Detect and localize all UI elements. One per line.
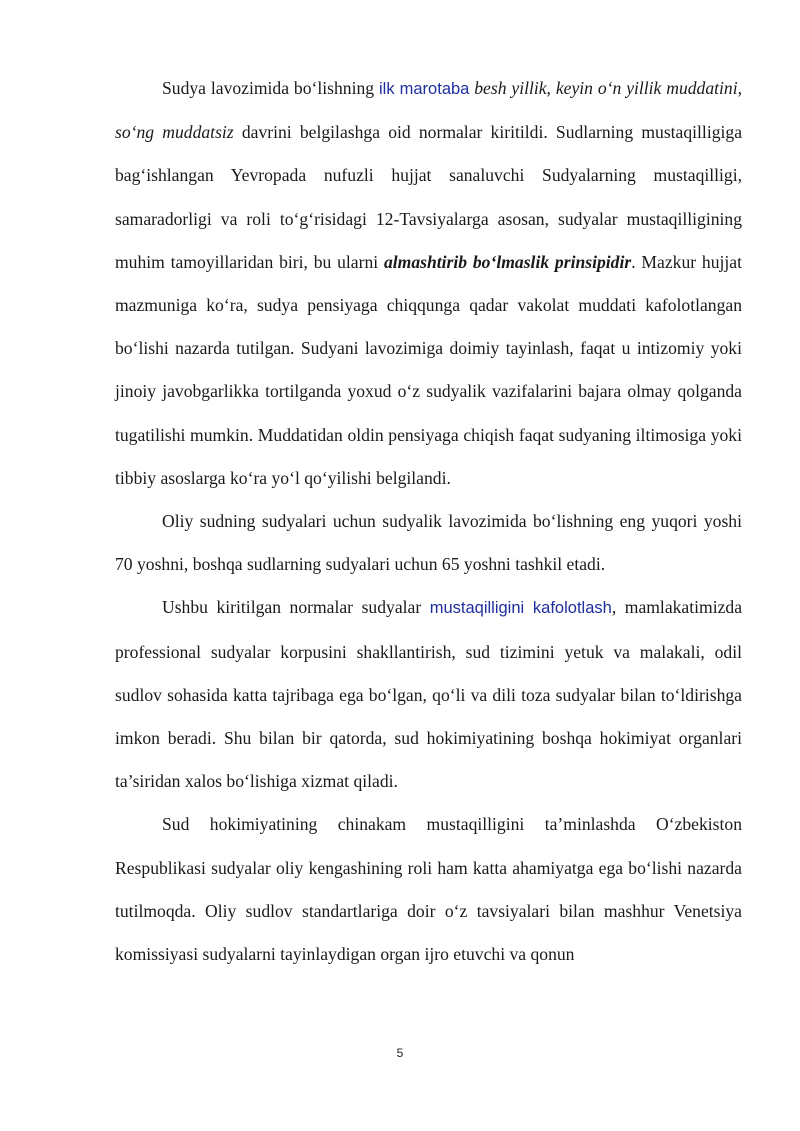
text-run: davrini belgilashga oid normalar kiritildi. Sudlarning mustaqilligiga bag‘ishlangan Yevropada nufuzli hujjat sanaluvchi Sudyalarning mustaqilligi, samaradorligi va roli to‘g‘risidagi 12-Tavsiyalarga asosan, sudyalar mustaqilligining muhim tamoyillaridan biri, bu ularni: [115, 122, 742, 272]
paragraph-4: [115, 803, 742, 976]
text-run: , mamlakatimizda professional sudyalar korpusini shakllantirish, sud tizimini yetuk va malakali, odil sudlov sohasida katta tajribaga ega bo‘lgan, qo‘li va dili toza sudyalar bilan to‘ldirishga imkon beradi. Shu bilan bir qatorda, sud hokimiyatining boshqa hokimiyat organlari ta’siridan xalos bo‘lishiga xizmat qiladi.: [115, 597, 743, 792]
highlighted-term: ilk marotaba: [378, 80, 470, 98]
text-run: Ushbu kiritilgan normalar sudyalar: [162, 597, 430, 618]
document-body: [115, 67, 742, 976]
text-run: Sudya lavozimida bo‘lishning: [162, 78, 379, 98]
text-run: . Mazkur hujjat mazmuniga ko‘ra, sudya pensiyaga chiqqunga qadar vakolat muddati kafolotlangan bo‘lishi nazarda tutilgan. Sudyani lavozimiga doimiy tayinlash, faqat u intizomiy yoki jinoiy javobgarlikka tortilganda yoxud o‘z sudyalik vazifalarini bajara olmay qolganda tugatilishi mumkin. Muddatidan oldin pensiyaga chiqish faqat sudyaning iltimosiga yoki tibbiy asoslarga ko‘ra yo‘l qo‘yilishi belgilandi.: [115, 251, 742, 488]
highlighted-term: mustaqilligini kafolotlash: [429, 599, 612, 618]
page-number: 5: [396, 1046, 404, 1060]
paragraph-2: [115, 500, 742, 586]
bold-italic-term: almashtirib bo‘lmaslik prinsipidir: [383, 251, 632, 272]
text-run: Oliy sudning sudyalari uchun sudyalik lavozimida bo‘lishning eng yuqori yoshi 70 yoshni, boshqa sudlarning sudyalari uchun 65 yoshni tashkil etadi.: [115, 511, 742, 575]
paragraph-3: [115, 586, 742, 803]
italic-term: besh yillik, keyin o‘n yillik muddatini, so‘ng muddatsiz: [115, 78, 743, 143]
paragraph-1: [115, 67, 742, 500]
text-run: Sud hokimiyatining chinakam mustaqilligini ta’minlashda O‘zbekiston Respublikasi sudyalar oliy kengashining roli ham katta ahamiyatga ega bo‘lishi nazarda tutilmoqda. Oliy sudlov standartlariga doir o‘z tavsiyalari bilan mashhur Venetsiya komissiyasi sudyalarni tayinlaydigan organ ijro etuvchi va qonun: [115, 814, 742, 965]
